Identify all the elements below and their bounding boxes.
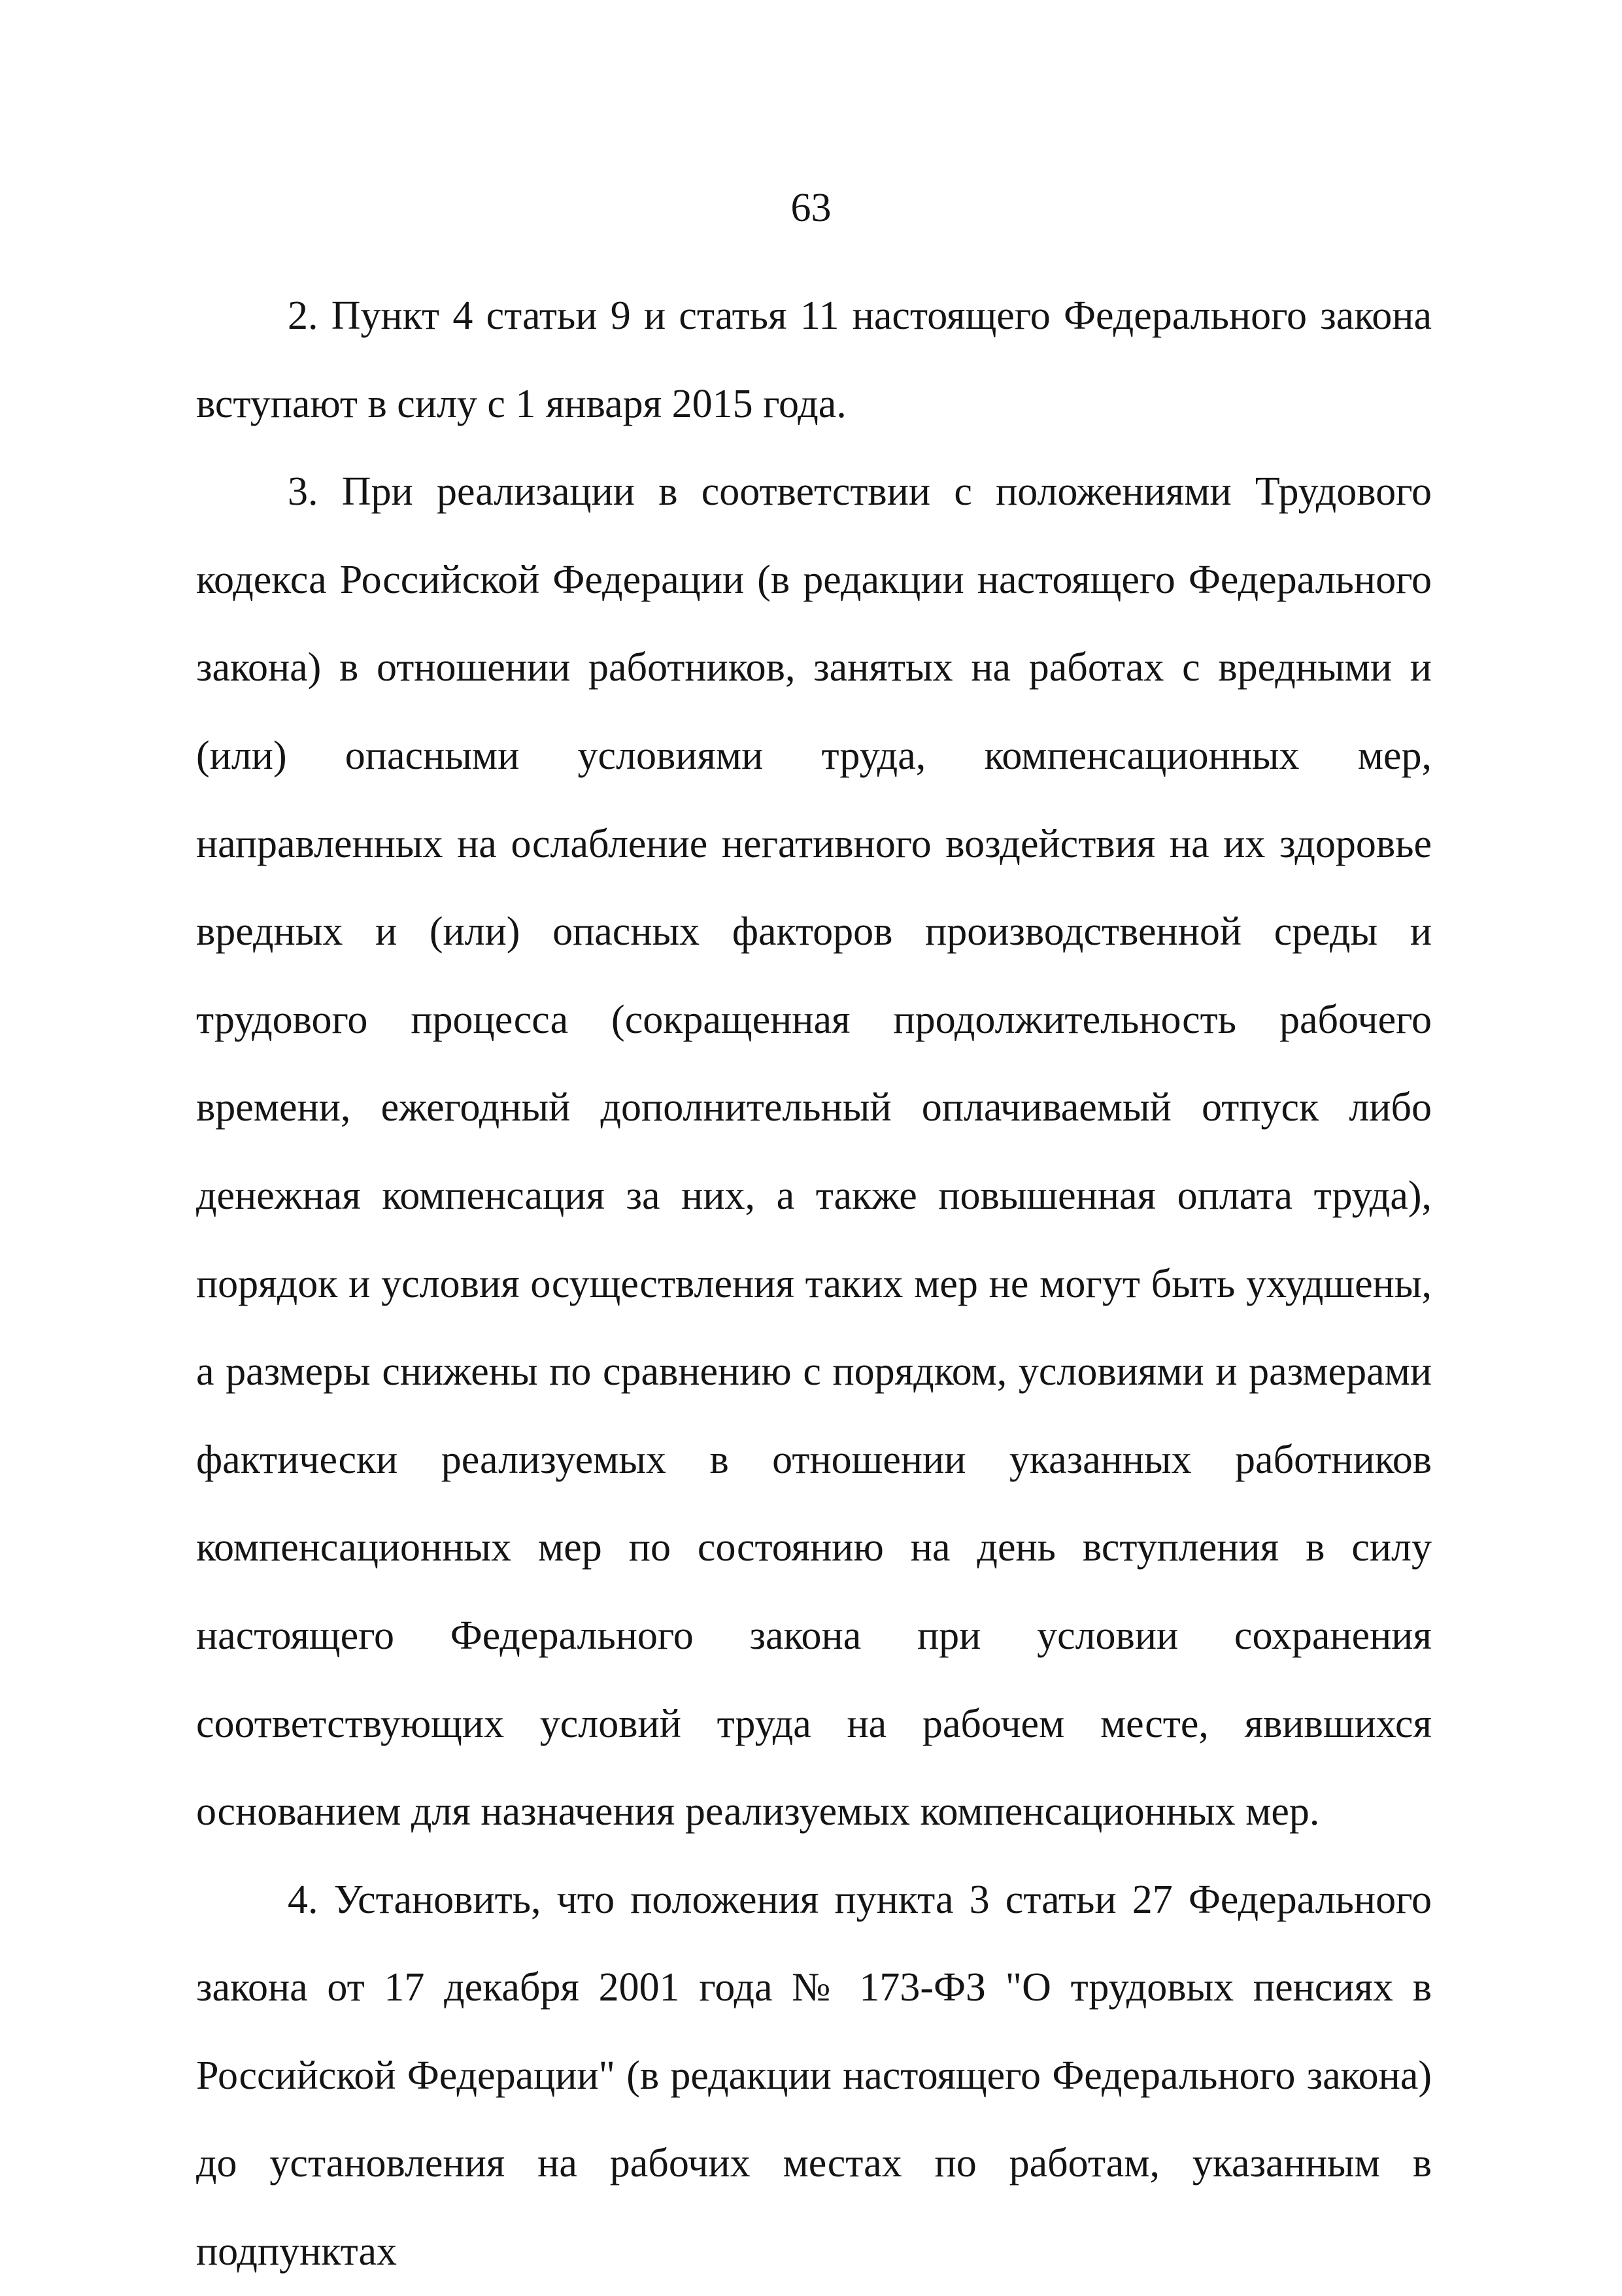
document-body bbox=[196, 272, 1432, 2296]
paragraph-4: 4. Установить, что положения пункта 3 статьи 27 Федерального закона от 17 декабря 2001 года № 173-ФЗ "О трудовых пенсиях в Российской Федерации" (в редакции настоящего Федерального закона) до установления на рабочих местах по работам, указанным в подпунктах bbox=[196, 1877, 1432, 2274]
page-number: 63 bbox=[790, 186, 832, 230]
paragraph-3: 3. При реализации в соответствии с положениями Трудового кодекса Российской Федерации (в редакции настоящего Федерального закона) в отношении работников, занятых на работах с вредными и (или) опасными условиями труда, компенсационных мер, направленных на ослабление негативного воздействия на их здоровье вредных и (или) опасных факторов производственной среды и трудового процесса (сокращенная продолжительность рабочего времени, ежегодный дополнительный оплачиваемый отпуск либо денежная компенсация за них, а также повышенная оплата труда), порядок и условия осуществления таких мер не могут быть ухудшены, а размеры снижены по сравнению с порядком, условиями и размерами фактически реализуемых в отношении указанных работников компенсационных мер по состоянию на день вступления в силу настоящего Федерального закона при условии сохранения соответствующих условий труда на рабочем месте, явившихся основанием для назначения реализуемых компенсационных мер. bbox=[196, 469, 1432, 1834]
paragraph-2: 2. Пункт 4 статьи 9 и статья 11 настоящего Федерального закона вступают в силу с 1 января 2015 года. bbox=[196, 294, 1432, 426]
